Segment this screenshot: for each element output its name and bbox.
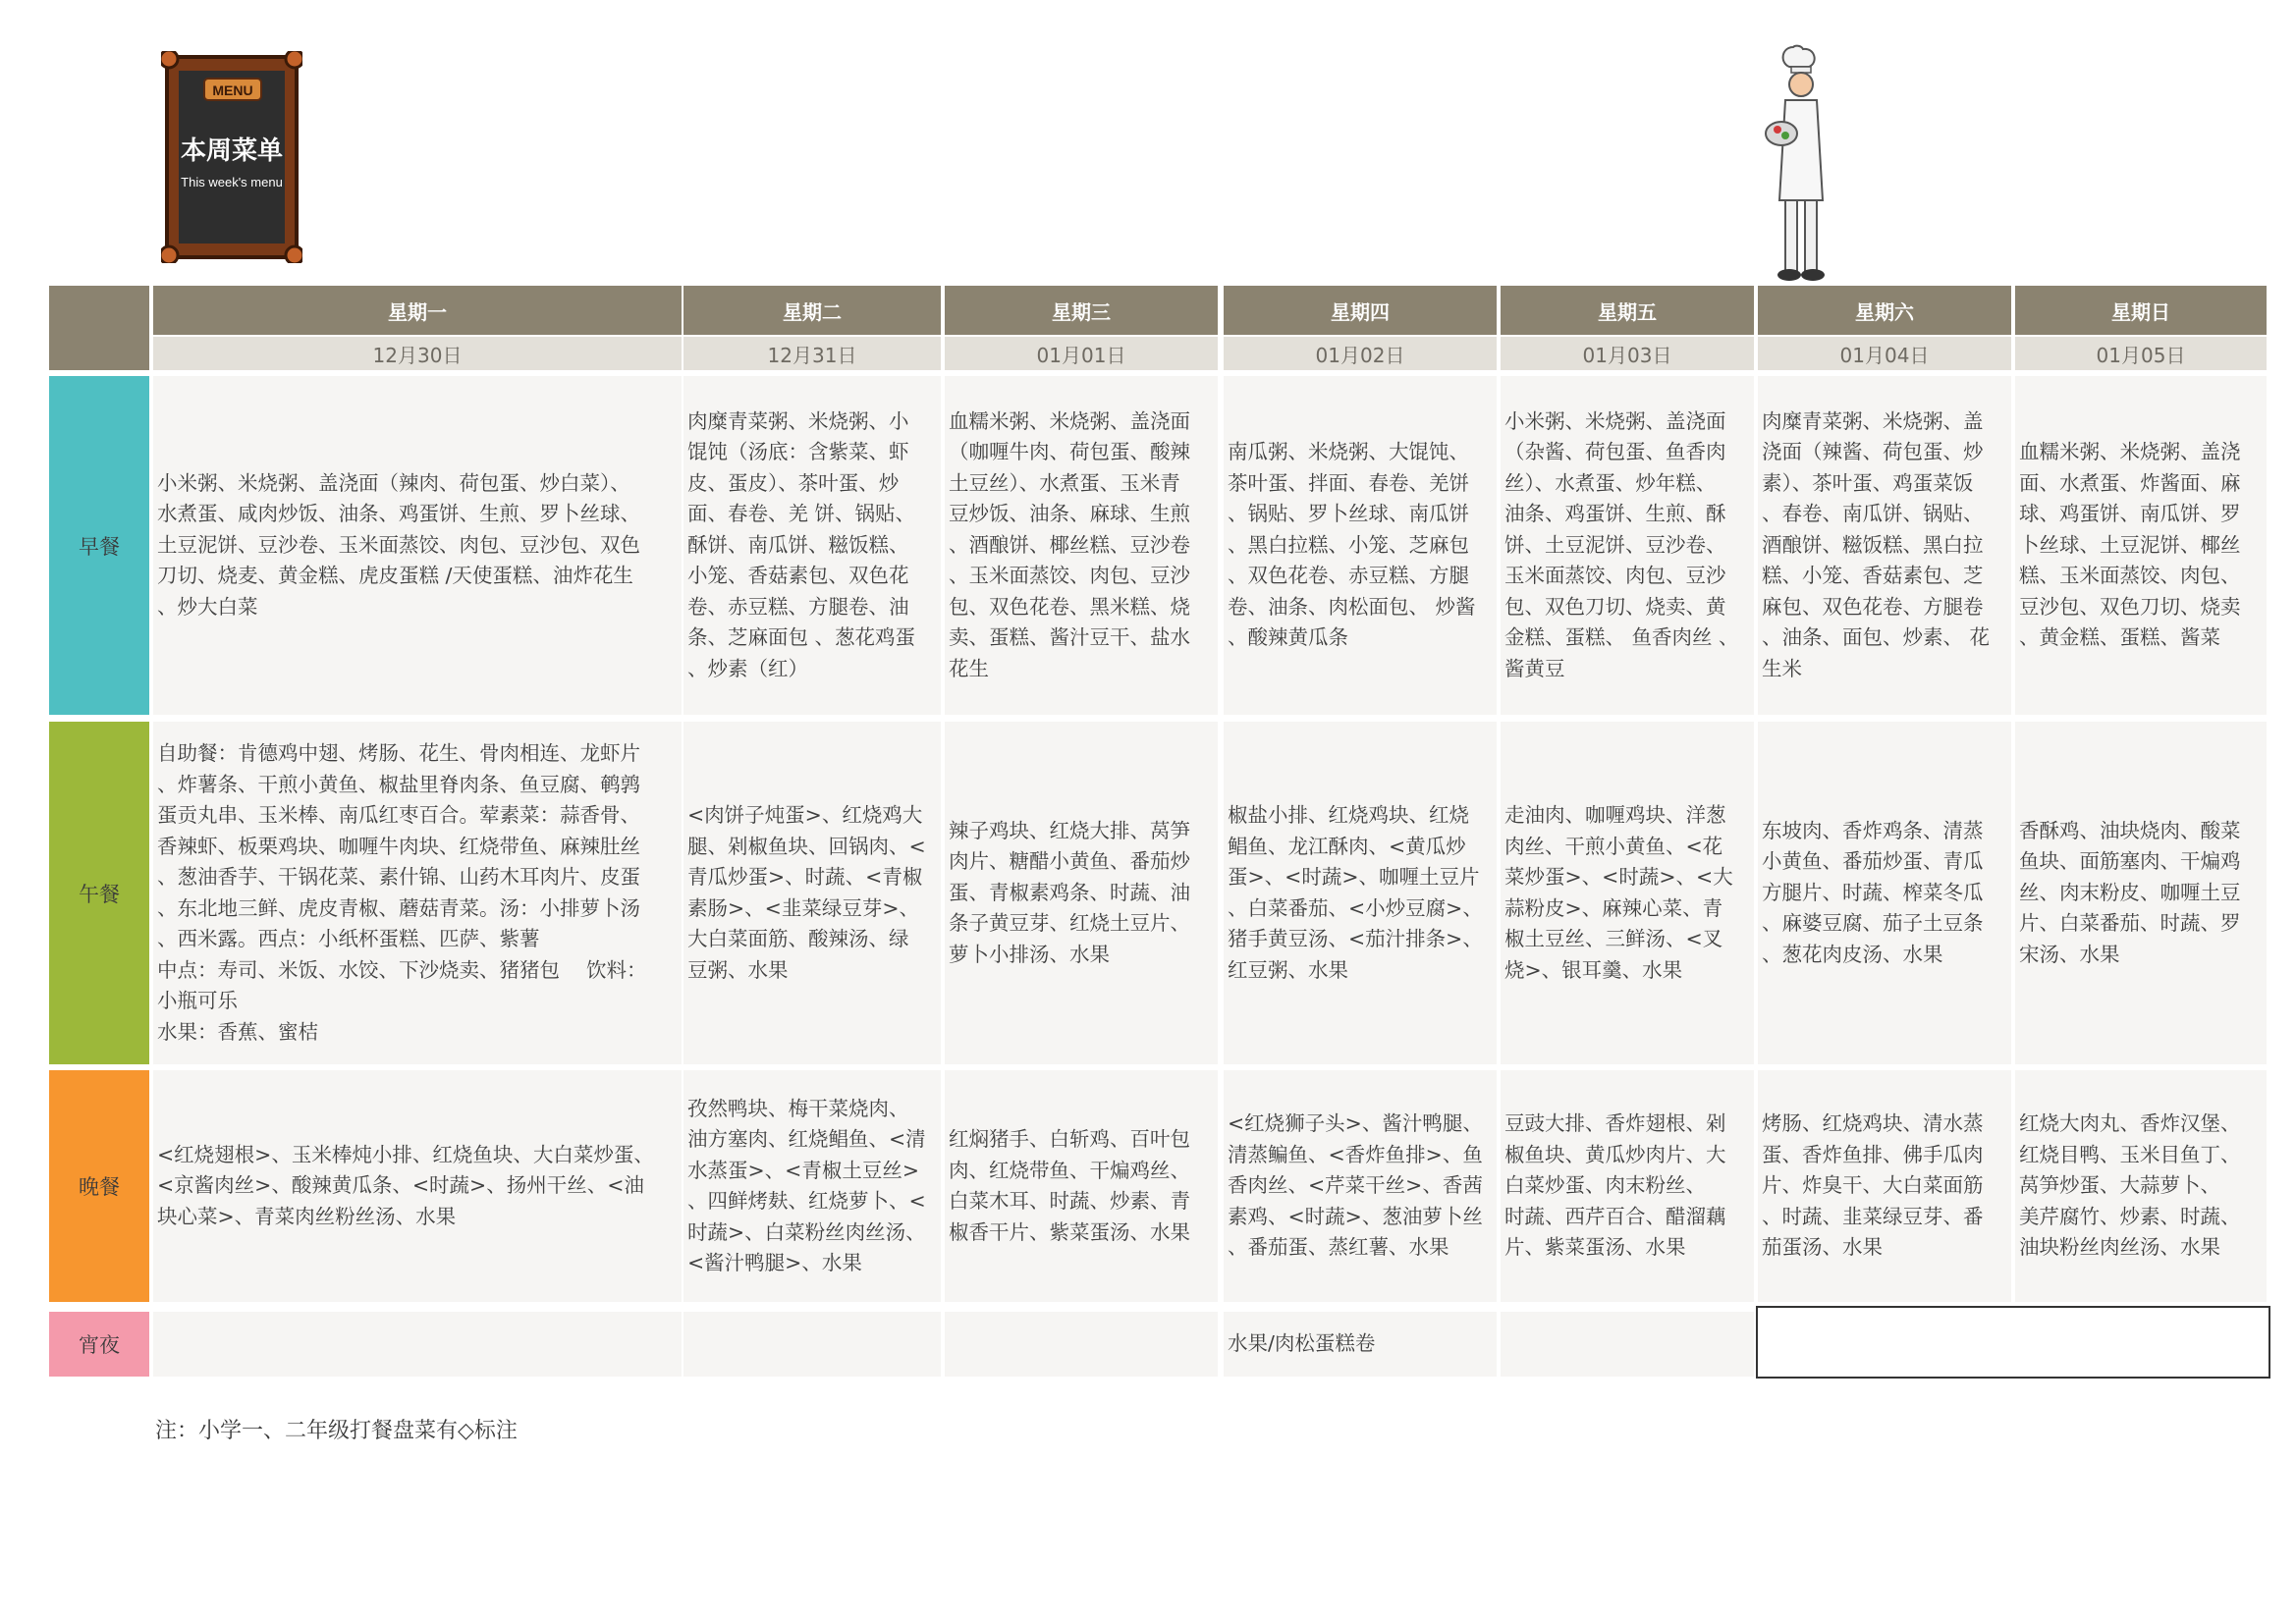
day-header-sat: 星期六 [1758, 286, 2011, 335]
night-thu: 水果/肉松蛋糕卷 [1224, 1312, 1497, 1377]
meal-label-lunch: 午餐 [49, 722, 149, 1064]
logo-tag: MENU [212, 82, 253, 98]
chef-icon [1764, 43, 1844, 285]
lunch-sun: 香酥鸡、油块烧肉、酸菜 鱼块、面筋塞肉、干煸鸡 丝、肉末粉皮、咖喱土豆 片、白菜番茄、时蔬、罗 宋汤、水果 [2015, 722, 2267, 1064]
date-header-mon: 12月30日 [153, 337, 682, 370]
breakfast-sat: 肉糜青菜粥、米烧粥、盖 浇面（辣酱、荷包蛋、炒 素）、茶叶蛋、鸡蛋菜饭 、春卷、南瓜饼、锅贴、 酒酿饼、糍饭糕、黑白拉 糕、小笼、香菇素包、芝 麻包、双色花卷、方腿卷 、油条、面包、炒素、 花 生米 [1758, 376, 2011, 715]
breakfast-tue: 肉糜青菜粥、米烧粥、小 馄饨（汤底：含紫菜、虾 皮、蛋皮）、茶叶蛋、炒 面、春卷、羌 饼、锅贴、 酥饼、南瓜饼、糍饭糕、 小笼、香菇素包、双色花 卷、赤豆糕、方腿卷、油 条、芝麻面包 、葱花鸡蛋 、炒素（红） [683, 376, 941, 715]
dinner-sun: 红烧大肉丸、香炸汉堡、 红烧目鸭、玉米目鱼丁、 莴笋炒蛋、大蒜萝卜、 美芹腐竹、炒素、时蔬、 油块粉丝肉丝汤、水果 [2015, 1070, 2267, 1302]
night-fri [1501, 1312, 1754, 1377]
lunch-tue: <肉饼子炖蛋>、红烧鸡大 腿、剁椒鱼块、回锅肉、< 青瓜炒蛋>、时蔬、<青椒 素肠>、<韭菜绿豆芽>、 大白菜面筋、酸辣汤、绿 豆粥、水果 [683, 722, 941, 1064]
night-weekend-box [1756, 1306, 2270, 1379]
day-header-tue: 星期二 [683, 286, 941, 335]
footnote: 注：小学一、二年级打餐盘菜有◇标注 [155, 1419, 518, 1443]
date-header-tue: 12月31日 [683, 337, 941, 370]
menu-logo [161, 51, 302, 263]
date-header-thu: 01月02日 [1224, 337, 1497, 370]
date-header-wed: 01月01日 [945, 337, 1218, 370]
meal-label-breakfast: 早餐 [49, 376, 149, 715]
dinner-wed: 红焖猪手、白斩鸡、百叶包 肉、红烧带鱼、干煸鸡丝、 白菜木耳、时蔬、炒素、青 椒香干片、紫菜蛋汤、水果 [945, 1070, 1218, 1302]
breakfast-sun: 血糯米粥、米烧粥、盖浇 面、水煮蛋、炸酱面、麻 球、鸡蛋饼、南瓜饼、罗 卜丝球、土豆泥饼、椰丝 糕、玉米面蒸饺、肉包、 豆沙包、双色刀切、烧卖 、黄金糕、蛋糕、酱菜 [2015, 376, 2267, 715]
dinner-thu: <红烧狮子头>、酱汁鸭腿、 清蒸鳊鱼、<香炸鱼排>、鱼 香肉丝、<芹菜干丝>、香茜 素鸡、<时蔬>、葱油萝卜丝 、番茄蛋、蒸红薯、水果 [1224, 1070, 1497, 1302]
night-tue [683, 1312, 941, 1377]
corner-header [49, 286, 149, 370]
date-header-sun: 01月05日 [2015, 337, 2267, 370]
meal-label-night: 宵夜 [49, 1312, 149, 1377]
dinner-sat: 烤肠、红烧鸡块、清水蒸 蛋、香炸鱼排、佛手瓜肉 片、炸臭干、大白菜面筋 、时蔬、韭菜绿豆芽、番 茄蛋汤、水果 [1758, 1070, 2011, 1302]
night-wed [945, 1312, 1218, 1377]
day-header-sun: 星期日 [2015, 286, 2267, 335]
day-header-thu: 星期四 [1224, 286, 1497, 335]
dinner-fri: 豆豉大排、香炸翅根、剁 椒鱼块、黄瓜炒肉片、大 白菜炒蛋、肉末粉丝、 时蔬、西芹百合、醋溜藕 片、紫菜蛋汤、水果 [1501, 1070, 1754, 1302]
lunch-fri: 走油肉、咖喱鸡块、洋葱 肉丝、干煎小黄鱼、<花 菜炒蛋>、<时蔬>、<大 蒜粉皮>、麻辣心菜、青 椒土豆丝、三鲜汤、<叉 烧>、银耳羹、水果 [1501, 722, 1754, 1064]
meal-label-dinner: 晚餐 [49, 1070, 149, 1302]
dinner-tue: 孜然鸭块、梅干菜烧肉、 油方塞肉、红烧鲳鱼、<清 水蒸蛋>、<青椒土豆丝> 、四鲜烤麸、红烧萝卜、< 时蔬>、白菜粉丝肉丝汤、 <酱汁鸭腿>、水果 [683, 1070, 941, 1302]
logo-subtitle: This week's menu [181, 175, 283, 189]
logo-title: 本周菜单 [180, 136, 284, 166]
date-header-fri: 01月03日 [1501, 337, 1754, 370]
night-mon [153, 1312, 682, 1377]
breakfast-mon: 小米粥、米烧粥、盖浇面（辣肉、荷包蛋、炒白菜）、 水煮蛋、咸肉炒饭、油条、鸡蛋饼、生煎、罗卜丝球、 土豆泥饼、豆沙卷、玉米面蒸饺、肉包、豆沙包、双色 刀切、烧麦、黄金糕、虎皮蛋糕 /天使蛋糕、油炸花生 、炒大白菜 [153, 376, 682, 715]
dinner-mon: <红烧翅根>、玉米棒炖小排、红烧鱼块、大白菜炒蛋、 <京酱肉丝>、酸辣黄瓜条、<时蔬>、扬州干丝、<油 块心菜>、青菜肉丝粉丝汤、水果 [153, 1070, 682, 1302]
day-header-mon: 星期一 [153, 286, 682, 335]
lunch-sat: 东坡肉、香炸鸡条、清蒸 小黄鱼、番茄炒蛋、青瓜 方腿片、时蔬、榨菜冬瓜 、麻婆豆腐、茄子土豆条 、葱花肉皮汤、水果 [1758, 722, 2011, 1064]
lunch-wed: 辣子鸡块、红烧大排、莴笋 肉片、糖醋小黄鱼、番茄炒 蛋、青椒素鸡条、时蔬、油 条子黄豆芽、红烧土豆片、 萝卜小排汤、水果 [945, 722, 1218, 1064]
lunch-thu: 椒盐小排、红烧鸡块、红烧 鲳鱼、龙江酥肉、<黄瓜炒 蛋>、<时蔬>、咖喱土豆片 、白菜番茄、<小炒豆腐>、 猪手黄豆汤、<茄汁排条>、 红豆粥、水果 [1224, 722, 1497, 1064]
breakfast-thu: 南瓜粥、米烧粥、大馄饨、 茶叶蛋、拌面、春卷、羌饼 、锅贴、罗卜丝球、南瓜饼 、黑白拉糕、小笼、芝麻包 、双色花卷、赤豆糕、方腿 卷、油条、肉松面包、 炒酱 、酸辣黄瓜条 [1224, 376, 1497, 715]
date-header-sat: 01月04日 [1758, 337, 2011, 370]
day-header-wed: 星期三 [945, 286, 1218, 335]
breakfast-wed: 血糯米粥、米烧粥、盖浇面 （咖喱牛肉、荷包蛋、酸辣 土豆丝）、水煮蛋、玉米青 豆炒饭、油条、麻球、生煎 、酒酿饼、椰丝糕、豆沙卷 、玉米面蒸饺、肉包、豆沙 包、双色花卷、黑米糕、烧 卖、蛋糕、酱汁豆干、盐水 花生 [945, 376, 1218, 715]
day-header-fri: 星期五 [1501, 286, 1754, 335]
lunch-mon: 自助餐：肯德鸡中翅、烤肠、花生、骨肉相连、龙虾片 、炸薯条、干煎小黄鱼、椒盐里脊肉条、鱼豆腐、鹌鹑 蛋贡丸串、玉米棒、南瓜红枣百合。荤素菜：蒜香骨、 香辣虾、板栗鸡块、咖喱牛肉块、红烧带鱼、麻辣肚丝 、葱油香芋、干锅花菜、素什锦、山药木耳肉片、皮蛋 、东北地三鲜、虎皮青椒、蘑菇青菜。汤：小排萝卜汤 、西米露。西点：小纸杯蛋糕、匹萨、紫薯 中点：寿司、米饭、水饺、下沙烧卖、猪猪包 饮料： 小瓶可乐 水果：香蕉、蜜桔 [153, 722, 682, 1064]
breakfast-fri: 小米粥、米烧粥、盖浇面 （杂酱、荷包蛋、鱼香肉 丝）、水煮蛋、炒年糕、 油条、鸡蛋饼、生煎、酥 饼、土豆泥饼、豆沙卷、 玉米面蒸饺、肉包、豆沙 包、双色刀切、烧卖、黄 金糕、蛋糕、 鱼香肉丝 、 酱黄豆 [1501, 376, 1754, 715]
